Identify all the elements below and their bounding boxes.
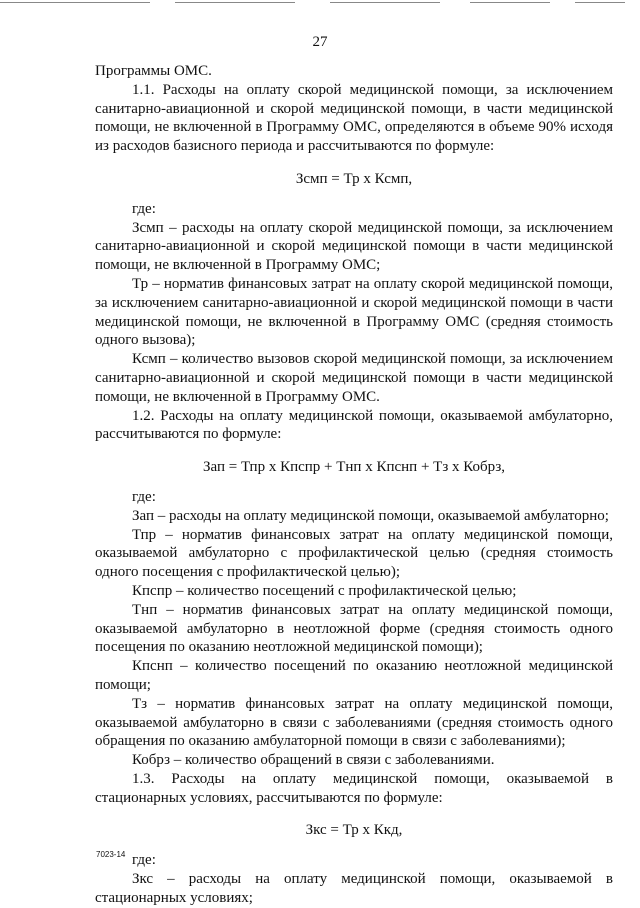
paragraph-1-2: 1.2. Расходы на оплату медицинской помощи, оказываемой амбулаторно, рассчитываются по формуле: — [95, 407, 613, 443]
scan-top-edge — [0, 0, 640, 8]
definition-tr: Тр – норматив финансовых затрат на оплату скорой медицинской помощи, за исключением санитарно-авиационной и скорой медицинской помощи в части медицинской помощи, не включенной в Программу ОМС (средняя стоимость одного вызова); — [95, 275, 613, 349]
paragraph-continuation: Программы ОМС. — [95, 63, 212, 79]
definition-tpr: Тпр – норматив финансовых затрат на оплату медицинской помощи, оказываемой амбулаторно с профилактической целью (средняя стоимость одного посещения с профилактической целью); — [95, 526, 613, 581]
paragraph-1-1: 1.1. Расходы на оплату скорой медицинской помощи, за исключением санитарно-авиационной и скорой медицинской помощи, в части медицинской помощи, не включенной в Программу ОМС, определяются в объеме 90% исходя из расходов базисного периода и рассчитываются по формуле: — [95, 81, 613, 155]
definition-tz: Тз – норматив финансовых затрат на оплату медицинской помощи, оказываемой амбулаторно в связи с заболеваниями (средняя стоимость одного обращения по оказанию амбулаторной помощи в связи с заболеваниями); — [95, 695, 613, 750]
where-label: где: — [132, 200, 156, 217]
page-number: 27 — [312, 34, 328, 50]
definition-zks: Зкс – расходы на оплату медицинской помощи, оказываемой в стационарных условиях; — [95, 871, 613, 906]
formula-zks: Зкс = Тр х Ккд, — [305, 822, 403, 839]
formula-zap: Зап = Тпр х Кпспр + Тнп х Кпснп + Тз х Кобрз, — [202, 459, 505, 476]
footer-code: 7023-14 — [96, 850, 126, 859]
where-label: где: — [132, 852, 156, 869]
definition-zap: Зап – расходы на оплату медицинской помощи, оказываемой амбулаторно; — [132, 507, 609, 524]
definition-ksmp: Ксмп – количество вызовов скорой медицинской помощи, за исключением санитарно-авиационной и скорой медицинской помощи в части медицинской помощи, не включенной в Программу ОМС. — [95, 351, 613, 405]
definition-kpspr: Кпспр – количество посещений с профилактической целью; — [132, 582, 517, 599]
formula-zsmp: Зсмп = Тр х Ксмп, — [295, 170, 413, 187]
document-body — [95, 62, 613, 908]
definition-kobrz: Кобрз – количество обращений в связи с заболеваниями. — [132, 752, 495, 769]
definition-tnp: Тнп – норматив финансовых затрат на оплату медицинской помощи, оказываемой амбулаторно в неотложной форме (средняя стоимость одного посещения по оказанию неотложной медицинской помощи); — [95, 601, 613, 656]
definition-kpsnp: Кпснп – количество посещений по оказанию неотложной медицинской помощи; — [95, 658, 613, 693]
where-label: где: — [132, 488, 156, 505]
paragraph-1-3: 1.3. Расходы на оплату медицинской помощи, оказываемой в стационарных условиях, рассчитываются по формуле: — [95, 770, 613, 806]
definition-zsmp: Зсмп – расходы на оплату скорой медицинской помощи, за исключением санитарно-авиационной и скорой медицинской помощи в части медицинской помощи, не включенной в Программу ОМС; — [95, 219, 613, 274]
